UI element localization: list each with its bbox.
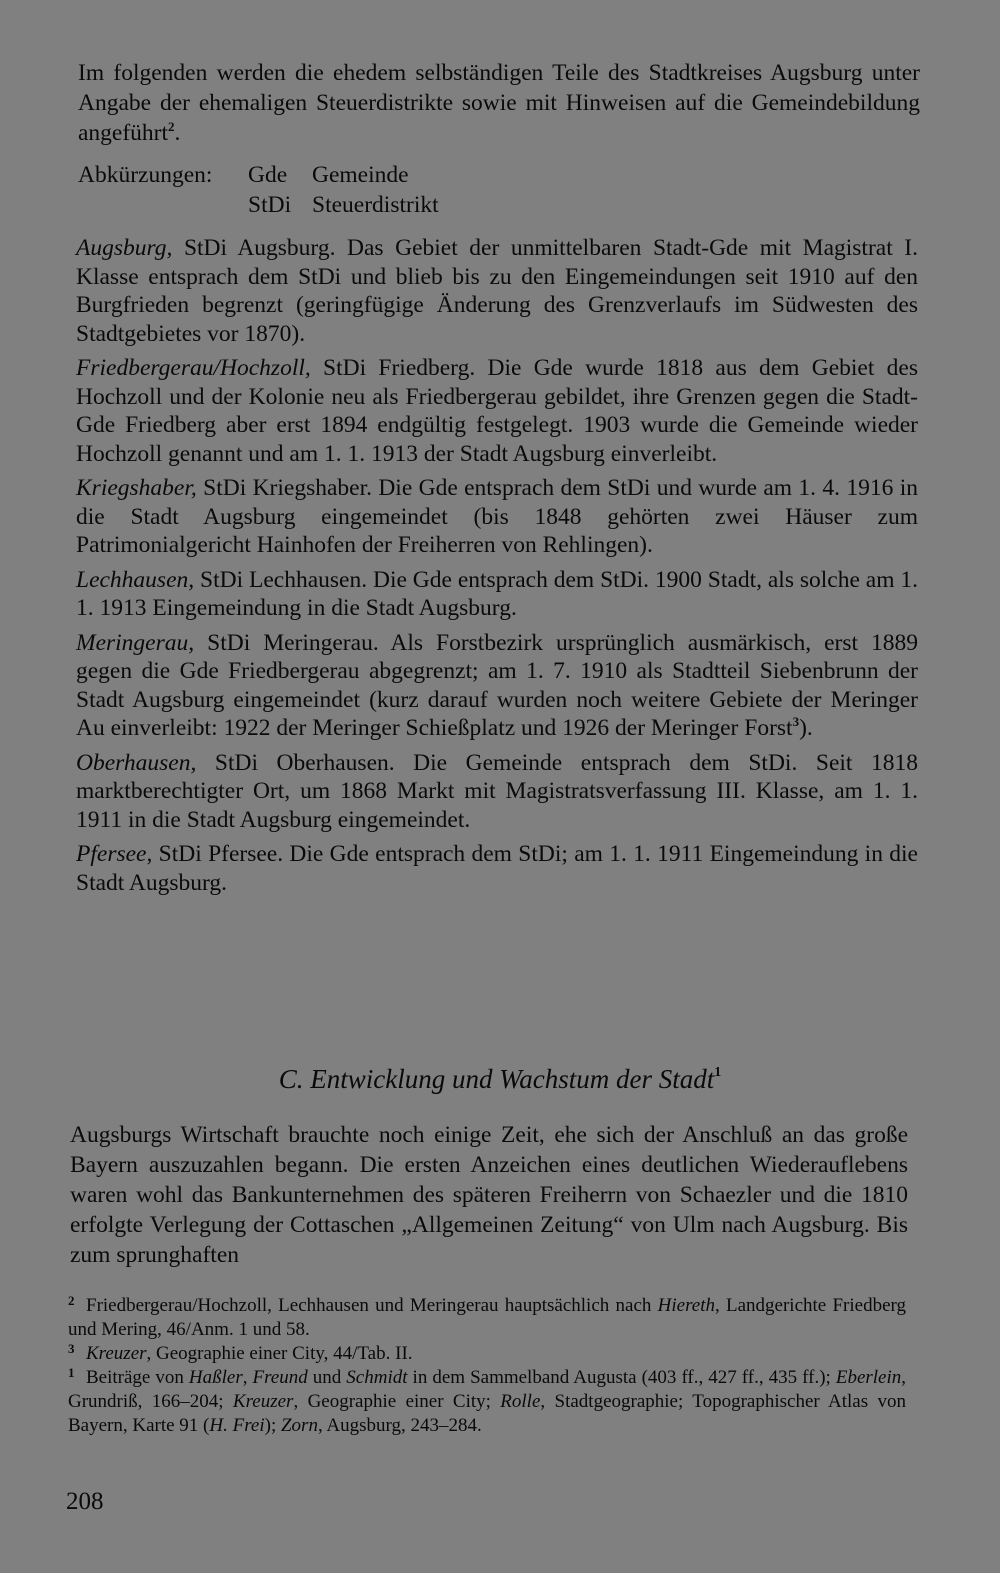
abbreviation-code: StDi (248, 192, 292, 218)
author-name: Hiereth (657, 1295, 715, 1316)
abbreviation-code: Gde (248, 162, 288, 188)
district-name: Pfersee, (76, 841, 153, 867)
footnote-run: und (307, 1367, 347, 1388)
section-heading (0, 1062, 1000, 1096)
author-name: Kreuzer (232, 1391, 294, 1412)
author-name: Eberlein (835, 1367, 902, 1388)
footnote-run: , (242, 1367, 253, 1388)
author-name: H. Frei (209, 1415, 265, 1436)
district-text: StDi Pfersee. Die Gde entsprach dem StDi; am 1. 1. 1911 Eingemeindung in die Stadt Augsburg. (76, 841, 918, 896)
footnote-ref: 2 (168, 119, 175, 134)
author-name: Rolle (500, 1391, 541, 1412)
footnote-ref: 3 (792, 714, 800, 729)
author-name: Kreuzer (86, 1343, 147, 1364)
district-name: Kriegshaber, (76, 475, 197, 501)
district-entry (76, 629, 918, 743)
district-name: Augsburg, (76, 235, 173, 261)
district-text: StDi Augsburg. Das Gebiet der unmittelbaren Stadt-Gde mit Magistrat I. Klasse entsprach dem StDi und blieb bis zu den Eingemeindungen seit 1910 auf den Burgfrieden begrenzt (geringfügige Änderung des Grenzverlaufs im Südwesten des Stadtgebietes vor 1870). (76, 235, 918, 347)
abbreviations-label: Abkürzungen: (78, 162, 213, 188)
district-entry (76, 474, 918, 560)
district-text: StDi Kriegshaber. Die Gde entsprach dem StDi und wurde am 1. 4. 1916 in die Stadt Augsburg eingemeindet (bis 1848 gehörten zwei Häuser zum Patrimonialgericht Hainhofen der Freiherren von Rehlingen). (76, 475, 918, 558)
author-name: Haßler (188, 1367, 243, 1388)
footnote-run: , Stadtgeographie; Topographischer Atlas von Bayern, Karte 91 ( (68, 1391, 906, 1436)
abbreviations-block (78, 160, 439, 220)
district-name: Lechhausen, (76, 566, 195, 593)
abbreviation-meaning: Steuerdistrikt (312, 192, 439, 218)
district-entry (76, 354, 918, 468)
footnote-run: Friedbergerau/Hochzoll, Lechhausen und Meringerau hauptsächlich nach (86, 1295, 658, 1316)
intro-end: . (174, 120, 181, 146)
district-name: Friedbergerau/Hochzoll, (76, 355, 311, 381)
section-heading-text: C. Entwicklung und Wachstum der Stadt (278, 1064, 715, 1094)
footnote-text (68, 1295, 906, 1340)
footnote-text (68, 1367, 906, 1436)
page-number: 208 (66, 1488, 104, 1515)
footnote-ref: 1 (714, 1065, 722, 1080)
district-text: StDi Oberhausen. Die Gemeinde entsprach dem StDi. Seit 1818 marktberechtigter Ort, um 1868 Markt mit Magistratsverfassung III. Klasse, am 1. 1. 1911 in die Stadt Augsburg eingemeindet. (76, 749, 918, 833)
intro-text: Im folgenden werden die ehedem selbständigen Teile des Stadtkreises Augsburg unter Angabe der ehemaligen Steuerdistrikte sowie mit Hinweisen auf die Gemeindebildung angeführt (78, 60, 920, 146)
author-name: Zorn (280, 1415, 318, 1436)
footnote-text (86, 1343, 413, 1364)
footnote-run: , Grundriß, 166–204; (68, 1367, 907, 1412)
abbreviation-row (78, 160, 439, 190)
footnote: 1 Beiträge von Haßler, Freund und Schmidt in dem Sammelband Augusta (403 ff., 427 ff., 435 ff.); Eberlein, Grundriß, 166–204; Kreuzer, Geographie einer City; Rolle, Stadtgeographie; Topographischer Atlas von Bayern, Karte 91 (H. Frei); Zorn, Augsburg, 243–284. (68, 1365, 907, 1436)
footnote-run: Beiträge von (86, 1367, 189, 1388)
footnote-run: in dem Sammelband Augusta (403 ff., 427 ff., 435 ff.); (407, 1367, 836, 1388)
district-text: StDi Friedberg. Die Gde wurde 1818 aus dem Gebiet des Hochzoll und der Kolonie neu als Friedbergerau gebildet, ihre Grenzen gegen die Stadt-Gde Friedberg aber erst 1894 endgültig festgelegt. 1903 wurde die Gemeinde wieder Hochzoll genannt und am 1. 1. 1913 der Stadt Augsburg einverleibt. (76, 355, 918, 467)
footnote-run: , Augsburg, 243–284. (317, 1415, 482, 1436)
district-entry (76, 234, 918, 348)
footnote-run: ); (264, 1415, 281, 1436)
district-entries (76, 234, 918, 903)
footnote: 2 Friedbergerau/Hochzoll, Lechhausen und Meringerau hauptsächlich nach Hiereth, Landgerichte Friedberg und Mering, 46/Anm. 1 und 58. (68, 1293, 906, 1340)
district-name: Meringerau, (76, 629, 195, 656)
district-entry (76, 749, 918, 835)
district-name: Oberhausen, (76, 749, 197, 776)
footnote-run: , Landgerichte Friedberg und Mering, 46/Anm. 1 und 58. (68, 1295, 906, 1340)
footnotes (68, 1294, 906, 1438)
district-entry (76, 566, 918, 623)
footnote: 3 Kreuzer, Geographie einer City, 44/Tab. II. (68, 1341, 413, 1364)
abbreviation-row (78, 190, 439, 220)
author-name: Schmidt (346, 1367, 408, 1388)
district-entry (76, 840, 918, 897)
footnote-run: , Geographie einer City, 44/Tab. II. (146, 1343, 413, 1364)
abbreviation-meaning: Gemeinde (312, 162, 409, 188)
footnote-run: , Geographie einer City; (293, 1391, 501, 1412)
district-text: StDi Meringerau. Als Forstbezirk ursprünglich ausmärkisch, erst 1889 gegen die Gde Friedbergerau abgegrenzt; am 1. 7. 1910 als Stadtteil Siebenbrunn der Stadt Augsburg eingemeindet (kurz darauf wurden noch weitere Gebiete der Meringer Au einverleibt: 1922 der Meringer Schießplatz und 1926 der Meringer Forst (76, 629, 918, 741)
section-body-paragraph: Augsburgs Wirtschaft brauchte noch einige Zeit, ehe sich der Anschluß an das große Bayern auszuzahlen begann. Die ersten Anzeichen eines deutlichen Wiederauflebens waren wohl das Bankunternehmen des späteren Freiherrn von Schaezler und die 1810 erfolgte Verlegung der Cottaschen „Allgemeinen Zeitung“ von Ulm nach Augsburg. Bis zum sprunghaften (70, 1122, 908, 1268)
intro-paragraph (78, 58, 920, 148)
author-name: Freund (252, 1367, 308, 1388)
district-text: StDi Lechhausen. Die Gde entsprach dem StDi. 1900 Stadt, als solche am 1. 1. 1913 Eingemeindung in die Stadt Augsburg. (76, 566, 918, 621)
district-text-end: ). (799, 715, 813, 741)
abbreviations-label-spacer (78, 190, 248, 220)
